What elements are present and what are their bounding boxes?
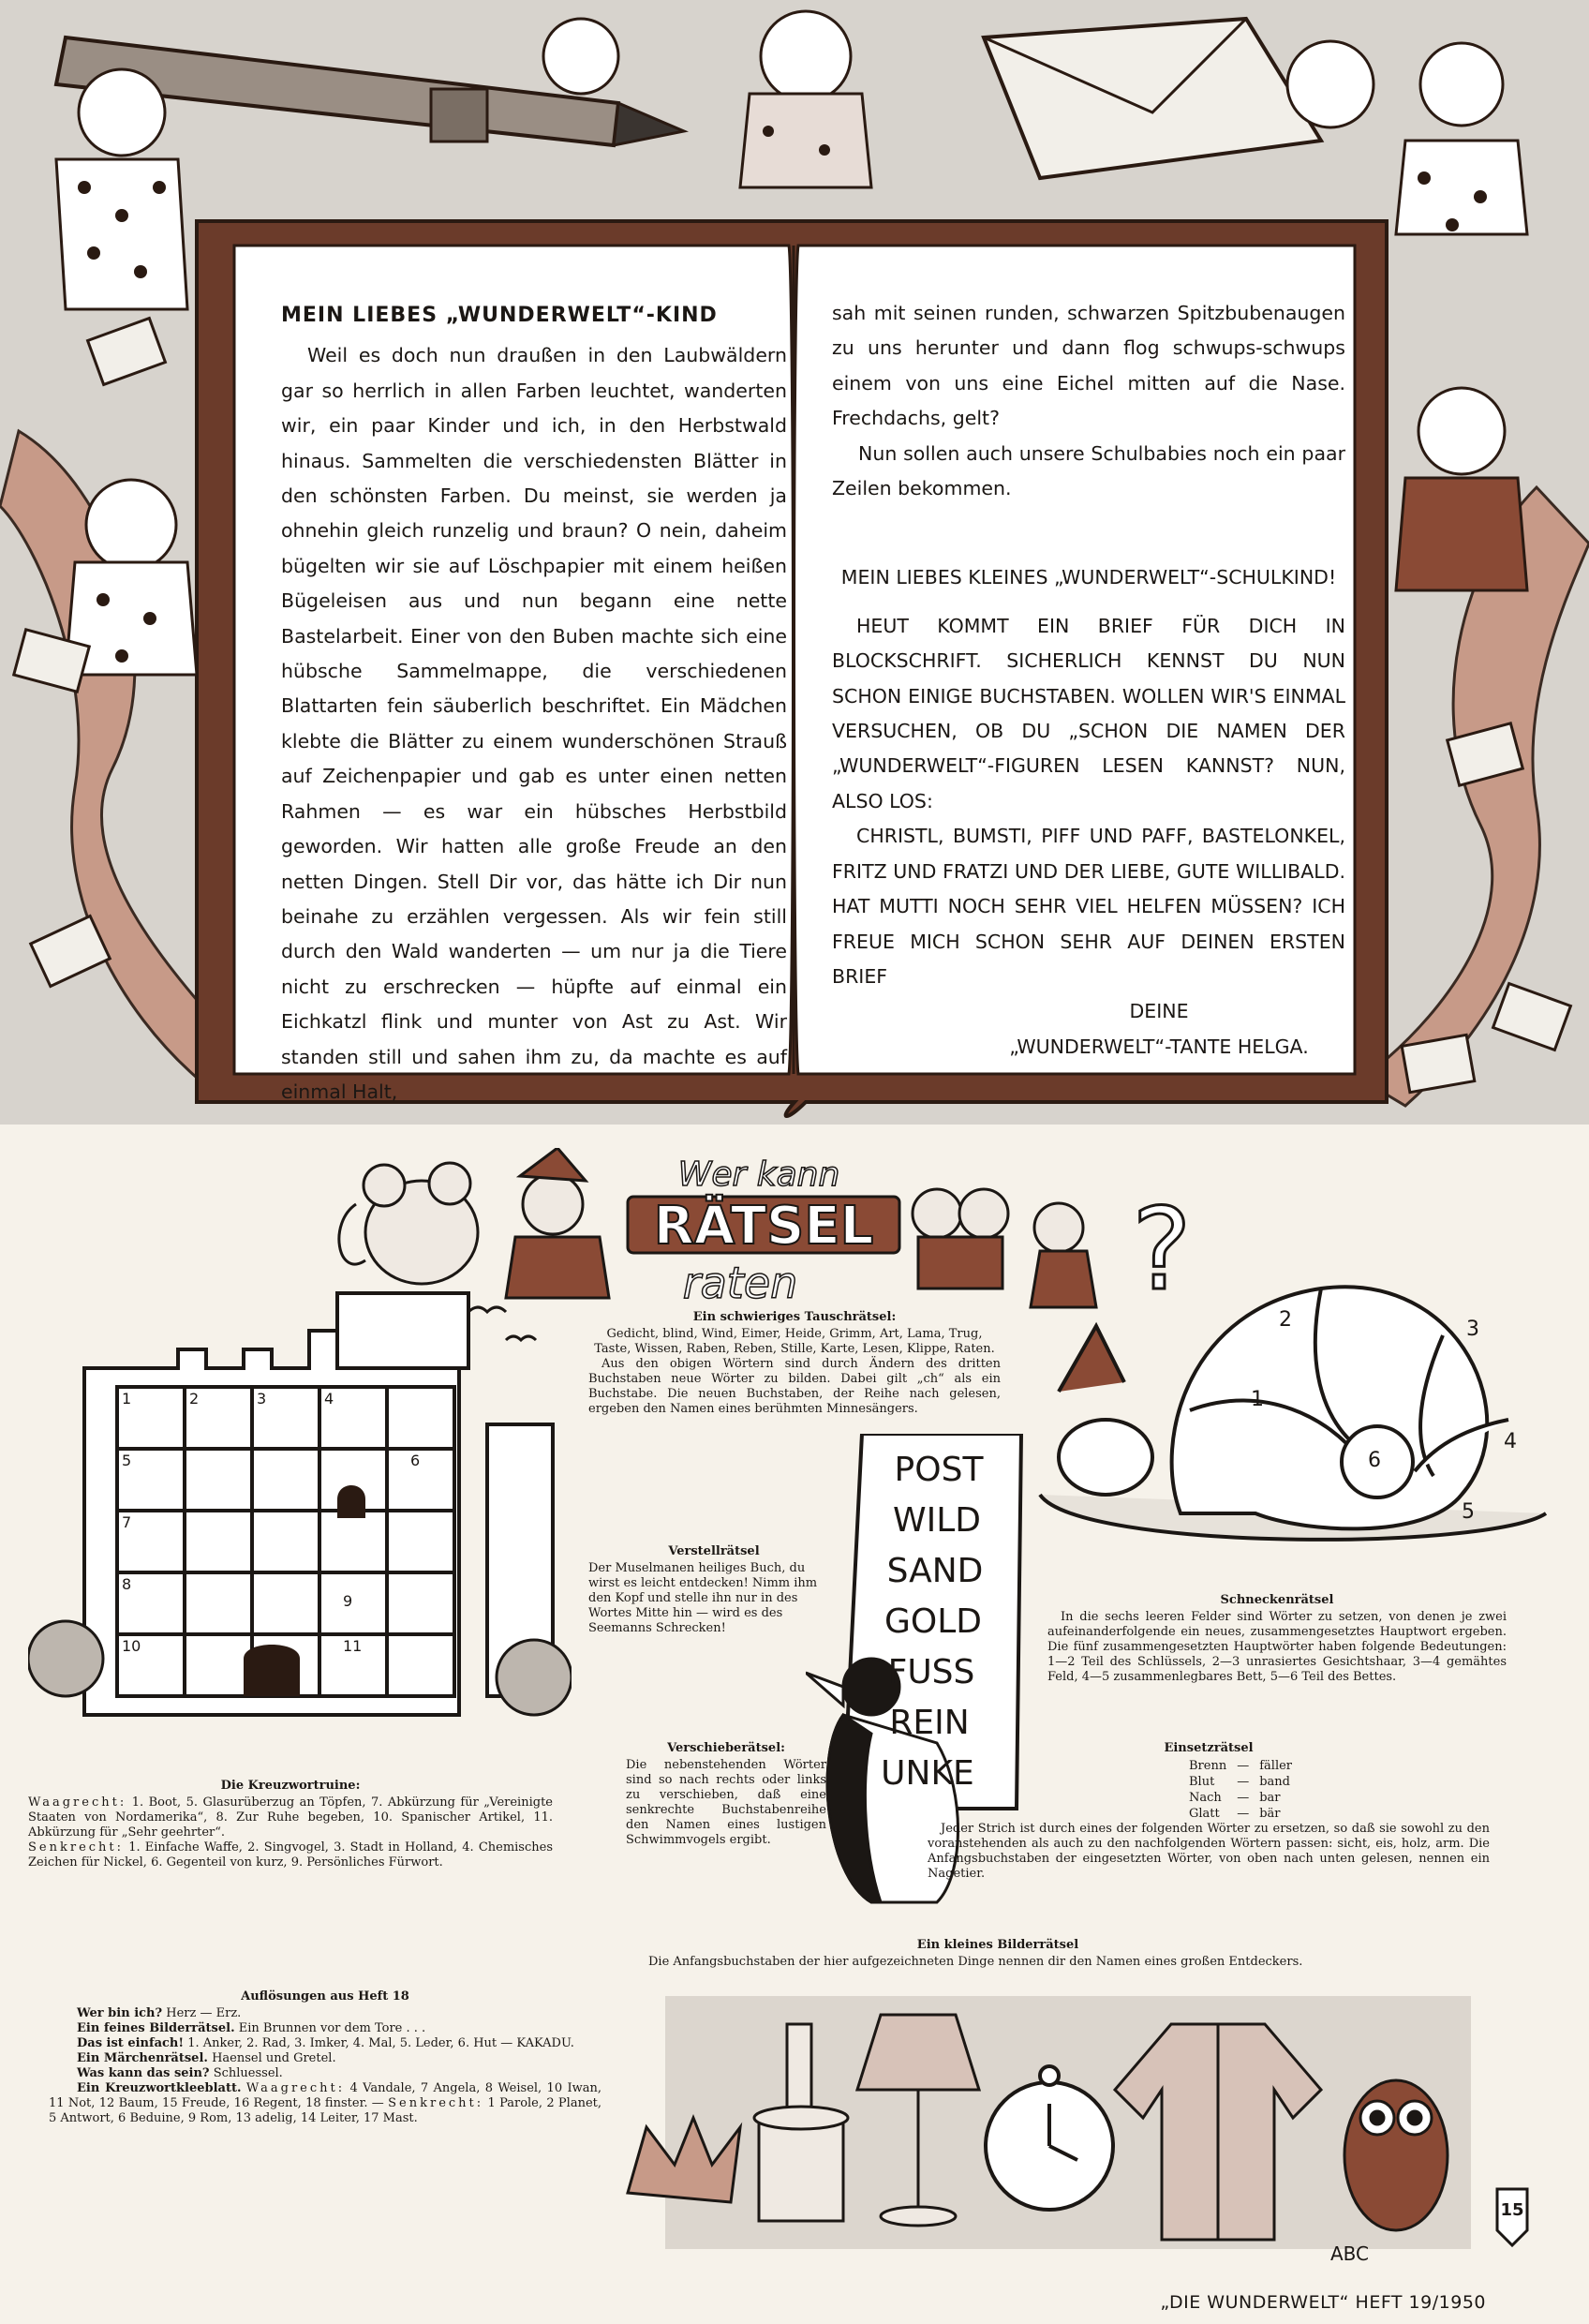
solution-label: Ein Kreuzwortkleeblatt. bbox=[77, 2081, 242, 2095]
einsetz-word: bär bbox=[1259, 1807, 1281, 1821]
solutions bbox=[49, 1989, 601, 2126]
cell-number: 9 bbox=[343, 1592, 353, 1610]
solution-label: Das ist einfach! bbox=[77, 2036, 185, 2050]
verstell-title: Verstellrätsel bbox=[668, 1544, 760, 1558]
elf-reading-icon bbox=[506, 1148, 609, 1298]
letter-paragraph: Weil es doch nun draußen in den Laubwäldern gar so herrlich in allen Farben leuchtet, wanderten wir, ein paar Kinder und ich, in den Herbstwald hinaus. Sammelten die verschiedensten Blätter in den schönsten Farben. Du meinst, sie werden ja ohnehin gleich runzelig und braun? O nein, daheim bügelten wir sie auf Löschpapier mit einem heißen Bügeleisen aus und nun begann eine nette Bastelarbeit. Einer von den Buben machte sich eine hübsche Sammelmappe, die verschiedenen Blattarten fein säuberlich beschriftet. Ein Mädchen klebte die Blätter zu einem wunderschönen Strauß auf Zeichenpapier und gab es unter einen netten Rahmen — es war ein hübsches Herbstbild geworden. Wir hatten alle große Freude an den netten Dingen. Stell Dir vor, das hätte ich Dir nun beinahe zu erzählen vergessen. Als wir fein still durch den Wald wanderten — um nur ja die Tiere nicht zu erschrecken — hüpfte auf einmal ein Eichkatzl flink und munter von Ast zu Ast. Wir standen still und sahen ihm zu, da machte es auf einmal Halt, bbox=[281, 344, 787, 1103]
verschiebe-puzzle bbox=[626, 1741, 826, 1848]
sign-word: FUSS bbox=[887, 1653, 975, 1691]
verschiebe-text: Die nebenstehenden Wörter sind so nach rechts oder links zu verschieben, daß eine senkrechte Buchstabenreihe den Namen eines lustigen Schwimmvogels ergibt. bbox=[626, 1758, 826, 1847]
down-clues: 1. Einfache Waffe, 2. Singvogel, 3. Stadt in Holland, 4. Chemisches Zeichen für Nickel, 6. Gegenteil von kurz, 9. Persönliches Fürwort. bbox=[28, 1840, 554, 1870]
tausch-puzzle bbox=[588, 1310, 1001, 1417]
school-letter-paragraph: CHRISTL, BUMSTI, PIFF UND PAFF, BASTELONKEL, FRITZ UND FRATZI UND DER LIEBE, GUTE WILLIBALD. HAT MUTTI NOCH SEHR VIEL HELFEN MÜSSEN? ICH FREUE MICH SCHON SEHR AUF DEINEN ERSTEN BRIEF bbox=[832, 825, 1345, 988]
owl-icon bbox=[1344, 2080, 1448, 2230]
schnecken-text: In die sechs leeren Felder sind Wörter zu setzen, von denen je zwei aufeinanderfolgende ein neues, zusammengesetztes Hauptwort ergeben. Die fünf zusammengesetzten Hauptwörter haben folgende Bedeutungen: 1—2 Teil des Schlüssels, 2—3 unrasiertes Gesichtshaar, 3—4 gemähtes Feld, 4—5 zusammenlegbares Bett, 5—6 Teil des Bettes. bbox=[1047, 1610, 1507, 1684]
solution-label: Waagrecht: bbox=[245, 2081, 346, 2095]
cell-number: 5 bbox=[122, 1452, 132, 1469]
snail-field-number: 3 bbox=[1466, 1318, 1479, 1341]
letter-closing: DEINE bbox=[1129, 1000, 1189, 1023]
verschiebe-title: Verschieberätsel: bbox=[667, 1741, 785, 1755]
letter-paragraph: sah mit seinen runden, schwarzen Spitzbubenaugen zu uns herunter und dann flog schwups-schwups einem von uns eine Eichel mitten auf die Nase. Frechdachs, gelt? bbox=[832, 302, 1345, 430]
einsetz-word: bar bbox=[1259, 1791, 1281, 1805]
einsetz-text: Jeder Strich ist durch eines der folgenden Wörter zu ersetzen, so daß sie sowohl zu den voranstehenden als auch zu den nachfolgenden Wörtern passen: sicht, eis, holz, arm. Die Anfangsbuchstaben der eingesetzten Wörter, von oben nach unten gelesen, nennen ein Nagetier. bbox=[928, 1822, 1490, 1881]
sign-word: REIN bbox=[889, 1704, 970, 1742]
cell-number: 8 bbox=[122, 1575, 132, 1593]
school-letter-paragraph: HEUT KOMMT EIN BRIEF FÜR DICH IN BLOCKSCHRIFT. SICHERLICH KENNST DU NUN SCHON EINIGE BUCHSTABEN. WOLLEN WIR'S EINMAL VERSUCHEN, OB DU „SCHON DIE NAMEN DER „WUNDERWELT“-FIGUREN LESEN KANNST? NUN, ALSO LOS: bbox=[832, 614, 1345, 812]
abc-signature: ABC bbox=[1330, 2242, 1370, 2265]
letter-illustration bbox=[0, 0, 1589, 1134]
einsetz-word: fäller bbox=[1259, 1759, 1293, 1773]
bilder-puzzle bbox=[609, 1938, 1387, 1970]
crossword-clues bbox=[28, 1779, 553, 1870]
solution-label: Was kann das sein? bbox=[77, 2066, 210, 2080]
einsetz-word: Nach bbox=[1189, 1791, 1222, 1805]
solution-text: Ein Brunnen vor dem Tore . . . bbox=[238, 2021, 426, 2035]
solution-text: 1. Anker, 2. Rad, 3. Imker, 4. Mal, 5. Leder, 6. Hut — KAKADU. bbox=[187, 2036, 574, 2050]
solution-text: Schluessel. bbox=[213, 2066, 283, 2080]
solution-label: Wer bin ich? bbox=[77, 2006, 163, 2020]
snail-field-number: 6 bbox=[1368, 1449, 1381, 1472]
snail-field-number: 4 bbox=[1504, 1430, 1517, 1453]
bilder-illustration bbox=[609, 1987, 1490, 2268]
einsetz-dash: — bbox=[1237, 1807, 1250, 1821]
sign-word: POST bbox=[894, 1451, 984, 1489]
cell-number: 6 bbox=[410, 1452, 421, 1469]
solution-label: Ein Märchenrätsel. bbox=[77, 2051, 208, 2065]
cell-number: 1 bbox=[122, 1390, 132, 1408]
across-label: Waagrecht: bbox=[28, 1795, 127, 1810]
verstell-text: Der Muselmanen heiliges Buch, du wirst es leicht entdecken! Nimm ihm den Kopf und stelle ihn nur in des Wortes Mitte hin — wird es des Seemanns Schrecken! bbox=[588, 1561, 818, 1635]
cell-number: 10 bbox=[122, 1637, 141, 1655]
einsetz-word: band bbox=[1259, 1775, 1290, 1789]
solution-label: Ein feines Bilderrätsel. bbox=[77, 2021, 235, 2035]
schnecken-puzzle bbox=[1047, 1593, 1507, 1685]
verstell-puzzle bbox=[588, 1544, 839, 1636]
cell-number: 2 bbox=[189, 1390, 200, 1408]
tausch-text: Aus den obigen Wörtern sind durch Ändern des dritten Buchstaben neue Wörter zu bilden. Dabei gilt „ch“ als ein Buchstabe. Die neuen Buchstaben, der Reihe nach gelesen, ergeben den Namen eines berühmten Minnesängers. bbox=[588, 1357, 1001, 1416]
mouse-icon bbox=[339, 1163, 478, 1284]
page-number-badge bbox=[1492, 2183, 1533, 2249]
down-label: Senkrecht: bbox=[28, 1840, 125, 1855]
schnecken-title: Schneckenrätsel bbox=[1220, 1593, 1334, 1607]
sign-word: SAND bbox=[886, 1552, 984, 1590]
cell-number: 4 bbox=[324, 1390, 334, 1408]
einsetz-dash: — bbox=[1237, 1759, 1250, 1773]
snail-puzzle bbox=[1021, 1270, 1583, 1588]
solution-text: 1 Parole, 2 Planet, 5 Antwort, 6 Beduine, 9 Rom, 13 adelig, 14 Leiter, 17 Mast. bbox=[49, 2096, 601, 2125]
einsetz-word: Blut bbox=[1189, 1775, 1215, 1789]
banner-line3: raten bbox=[682, 1258, 798, 1308]
banner-line1: Wer kann bbox=[677, 1155, 840, 1194]
cell-number: 7 bbox=[122, 1513, 132, 1531]
snail-field-number: 5 bbox=[1462, 1500, 1475, 1524]
einsetz-puzzle bbox=[928, 1741, 1490, 1882]
sign-word: GOLD bbox=[884, 1602, 983, 1641]
snail-field-number: 2 bbox=[1279, 1308, 1292, 1332]
einsetz-dash: — bbox=[1237, 1775, 1250, 1789]
bilder-title: Ein kleines Bilderrätsel bbox=[916, 1938, 1079, 1952]
across-clues: 1. Boot, 5. Glasurüberzug an Töpfen, 7. Abkürzung für „Vereinigte Staaten von Nordamerika“, 8. Zur Ruhe begeben, 10. Spanischer Artikel, 11. Abkürzung für „Sehr geehrter“. bbox=[28, 1795, 553, 1840]
letter-signature: „WUNDERWELT“-TANTE HELGA. bbox=[1009, 1035, 1309, 1058]
einsetz-table bbox=[1188, 1758, 1293, 1822]
letter-paragraph: Nun sollen auch unsere Schulbabies noch ein paar Zeilen bekommen. bbox=[832, 441, 1345, 500]
snail-field-number: 1 bbox=[1251, 1388, 1264, 1411]
crossword-castle bbox=[28, 1284, 572, 1752]
solution-text: Herz — Erz. bbox=[166, 2006, 242, 2020]
letter-heading: MEIN LIEBES „WUNDERWELT“-KIND bbox=[281, 304, 718, 327]
crossword-title: Die Kreuzwortruine: bbox=[220, 1779, 361, 1793]
page-number: 15 bbox=[1500, 2200, 1524, 2220]
letter-left-column bbox=[281, 298, 787, 1110]
einsetz-title: Einsetzrätsel bbox=[1164, 1741, 1254, 1755]
sign-word: UNKE bbox=[881, 1754, 974, 1793]
cell-number: 3 bbox=[257, 1390, 267, 1408]
solution-label: Senkrecht: bbox=[388, 2096, 484, 2110]
einsetz-word: Glatt bbox=[1189, 1807, 1220, 1821]
solution-text: Haensel und Gretel. bbox=[212, 2051, 336, 2065]
school-letter-heading: MEIN LIEBES KLEINES „WUNDERWELT“-SCHULKIND! bbox=[840, 566, 1337, 589]
solutions-title: Auflösungen aus Heft 18 bbox=[241, 1989, 409, 2004]
letter-right-column bbox=[832, 296, 1345, 1065]
tausch-words: Gedicht, blind, Wind, Eimer, Heide, Grimm, Art, Lama, Trug, Taste, Wissen, Raben, Reben, Stille, Karte, Lesen, Klippe, Raten. bbox=[594, 1327, 995, 1356]
question-mark: ? bbox=[1132, 1185, 1192, 1316]
bilder-text: Die Anfangsbuchstaben der hier aufgezeichneten Dinge nennen dir den Namen eines großen Entdeckers. bbox=[648, 1955, 1303, 1969]
footer-issue: „DIE WUNDERWELT“ HEFT 19/1950 bbox=[1160, 2292, 1486, 2313]
sign-word: WILD bbox=[893, 1501, 981, 1540]
einsetz-dash: — bbox=[1237, 1791, 1250, 1805]
cell-number: 11 bbox=[343, 1637, 363, 1655]
einsetz-word: Brenn bbox=[1189, 1759, 1227, 1773]
banner-line2: RÄTSEL bbox=[653, 1196, 874, 1257]
solution-text: 4 Vandale, 7 Angela, 8 Weisel, 10 Iwan, 11 Not, 12 Baum, 15 Freude, 16 Regent, 18 finster. — bbox=[49, 2081, 601, 2110]
tausch-title: Ein schwieriges Tauschrätsel: bbox=[692, 1310, 897, 1324]
